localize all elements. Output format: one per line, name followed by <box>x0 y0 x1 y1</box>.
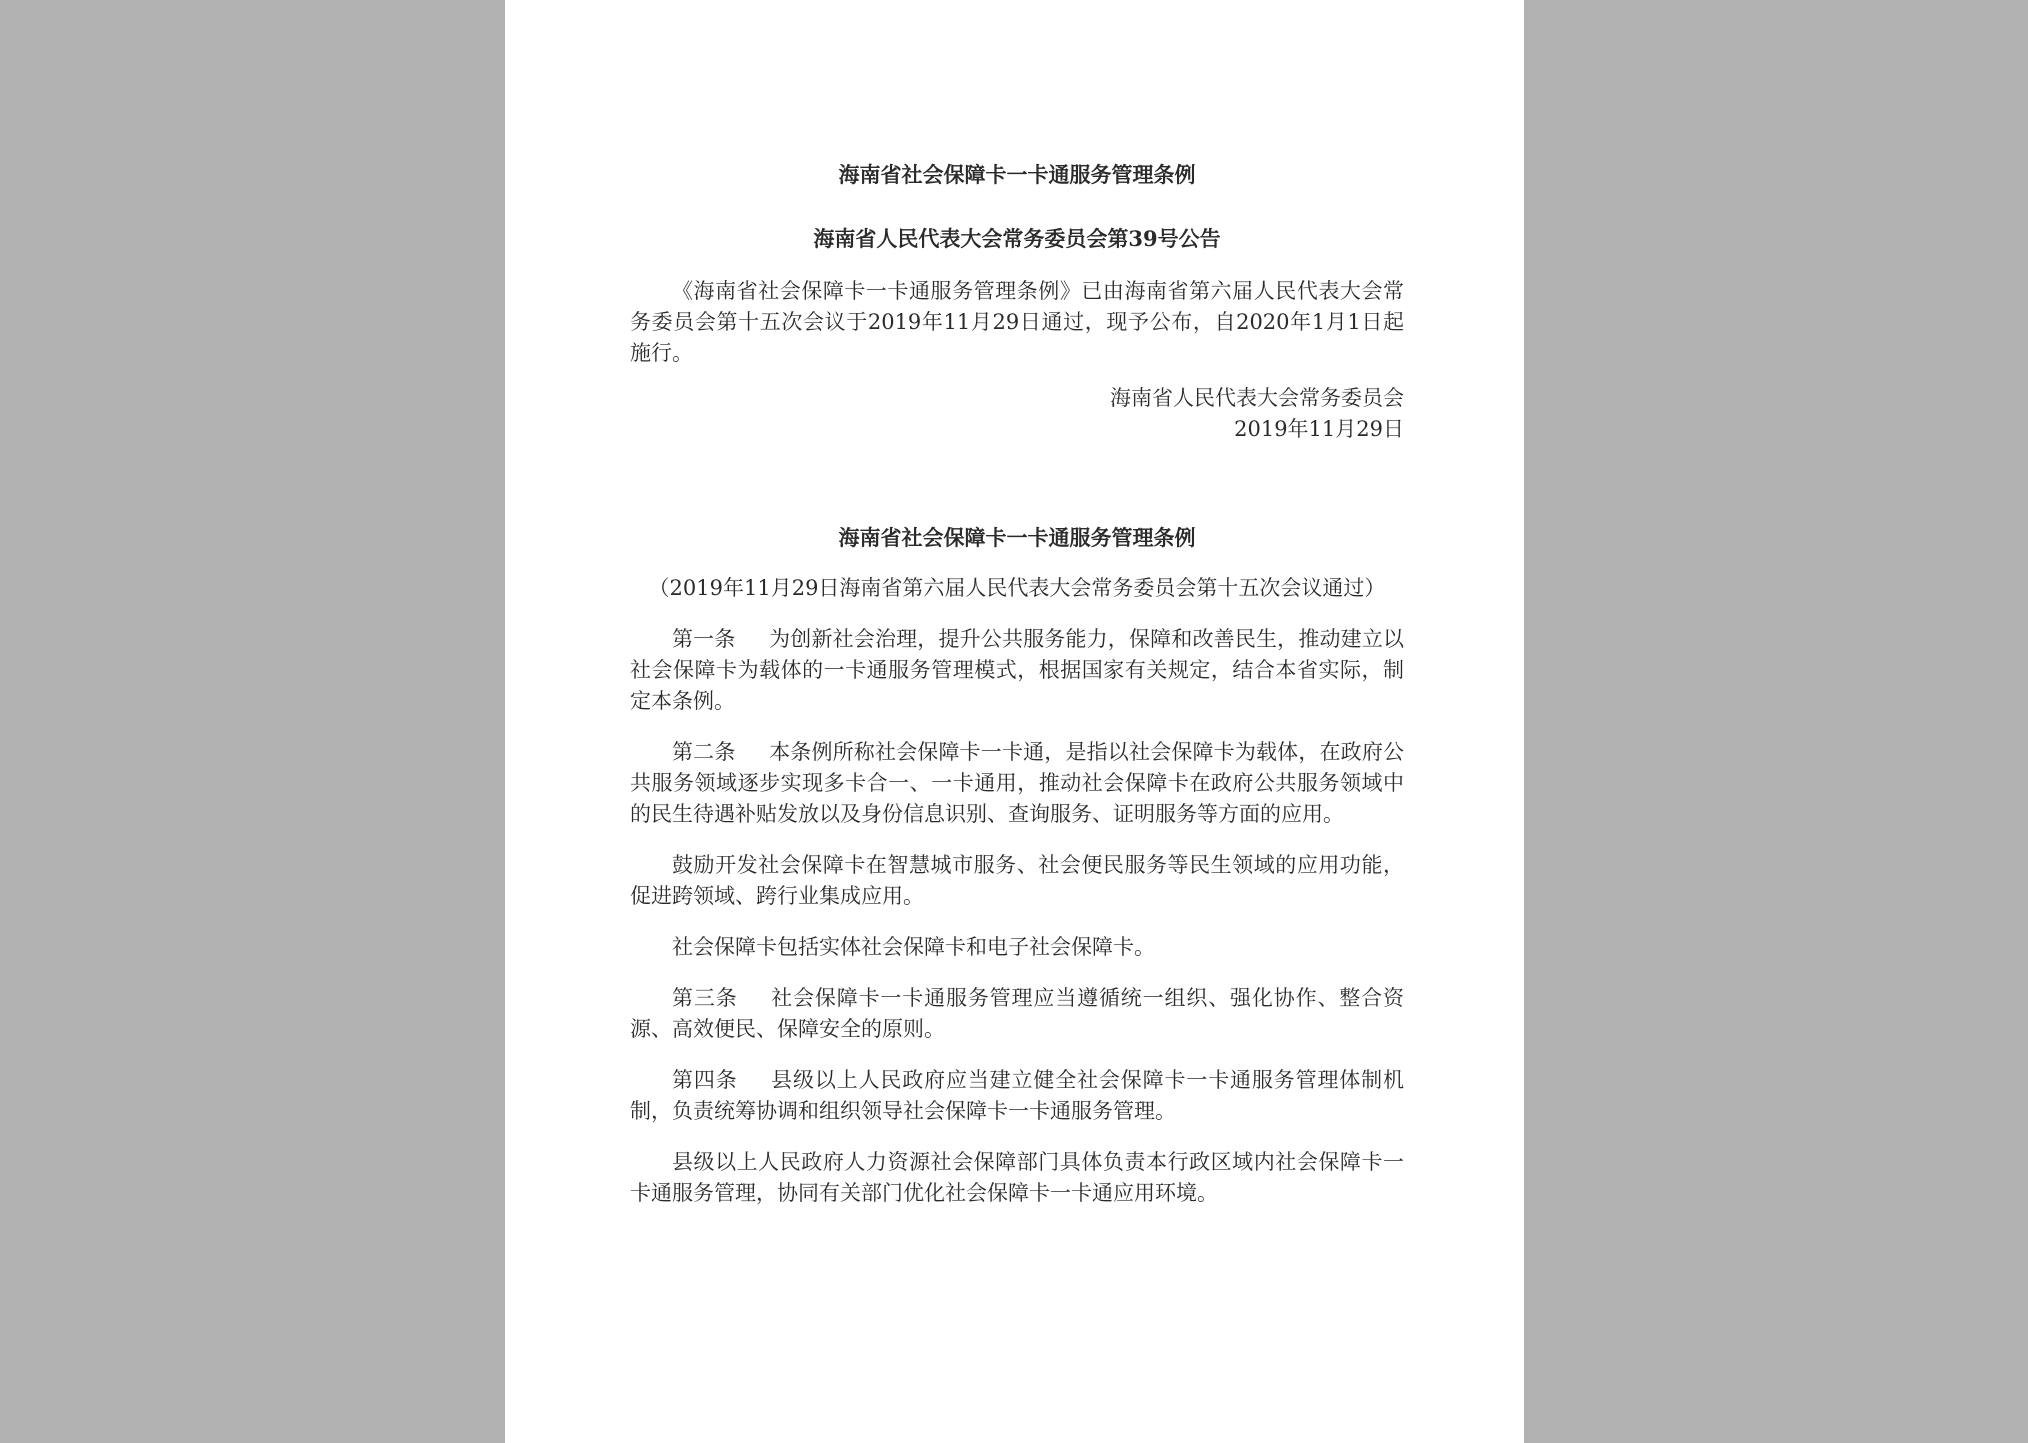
article-2 <box>630 737 1404 830</box>
article-label: 第二条 <box>672 740 736 764</box>
article-4 <box>630 1065 1404 1127</box>
regulation-subtitle: （2019年11月29日海南省第六届人民代表大会常务委员会第十五次会议通过） <box>648 576 1386 600</box>
article-label: 第四条 <box>672 1068 738 1092</box>
article-text: 社会保障卡包括实体社会保障卡和电子社会保障卡。 <box>672 935 1155 959</box>
regulation-title: 海南省社会保障卡一卡通服务管理条例 <box>838 525 1196 550</box>
article-label: 第一条 <box>672 627 736 651</box>
article-text: 鼓励开发社会保障卡在智慧城市服务、社会便民服务等民生领域的应用功能，促进跨领域、跨行业集成应用。 <box>630 853 1404 908</box>
article-2-para-2 <box>630 850 1404 912</box>
article-text: 本条例所称社会保障卡一卡通，是指以社会保障卡为载体，在政府公共服务领域逐步实现多卡合一、一卡通用，推动社会保障卡在政府公共服务领域中的民生待遇补贴发放以及身份信息识别、查询服务、证明服务等方面的应用。 <box>630 740 1405 826</box>
article-1 <box>630 624 1404 717</box>
article-2-para-3 <box>630 932 1404 963</box>
article-label: 第三条 <box>672 986 738 1010</box>
article-text: 县级以上人民政府应当建立健全社会保障卡一卡通服务管理体制机制，负责统筹协调和组织领导社会保障卡一卡通服务管理。 <box>630 1068 1405 1123</box>
announcement-title: 海南省人民代表大会常务委员会第39号公告 <box>813 226 1221 251</box>
document-content <box>630 160 1404 1209</box>
article-4-para-2 <box>630 1147 1404 1209</box>
signature-org: 海南省人民代表大会常务委员会 <box>1110 386 1404 410</box>
document-title: 海南省社会保障卡一卡通服务管理条例 <box>838 162 1196 187</box>
signature-date: 2019年11月29日 <box>1234 417 1404 441</box>
article-3 <box>630 983 1404 1045</box>
article-text: 社会保障卡一卡通服务管理应当遵循统一组织、强化协作、整合资源、高效便民、保障安全的原则。 <box>630 986 1405 1041</box>
announcement-body: 《海南省社会保障卡一卡通服务管理条例》已由海南省第六届人民代表大会常务委员会第十五次会议于2019年11月29日通过，现予公布，自2020年1月1日起施行。 <box>630 279 1404 365</box>
document-page <box>505 0 1524 1443</box>
article-text: 为创新社会治理，提升公共服务能力，保障和改善民生，推动建立以社会保障卡为载体的一卡通服务管理模式，根据国家有关规定，结合本省实际，制定本条例。 <box>630 627 1405 713</box>
article-text: 县级以上人民政府人力资源社会保障部门具体负责本行政区域内社会保障卡一卡通服务管理，协同有关部门优化社会保障卡一卡通应用环境。 <box>630 1150 1404 1205</box>
